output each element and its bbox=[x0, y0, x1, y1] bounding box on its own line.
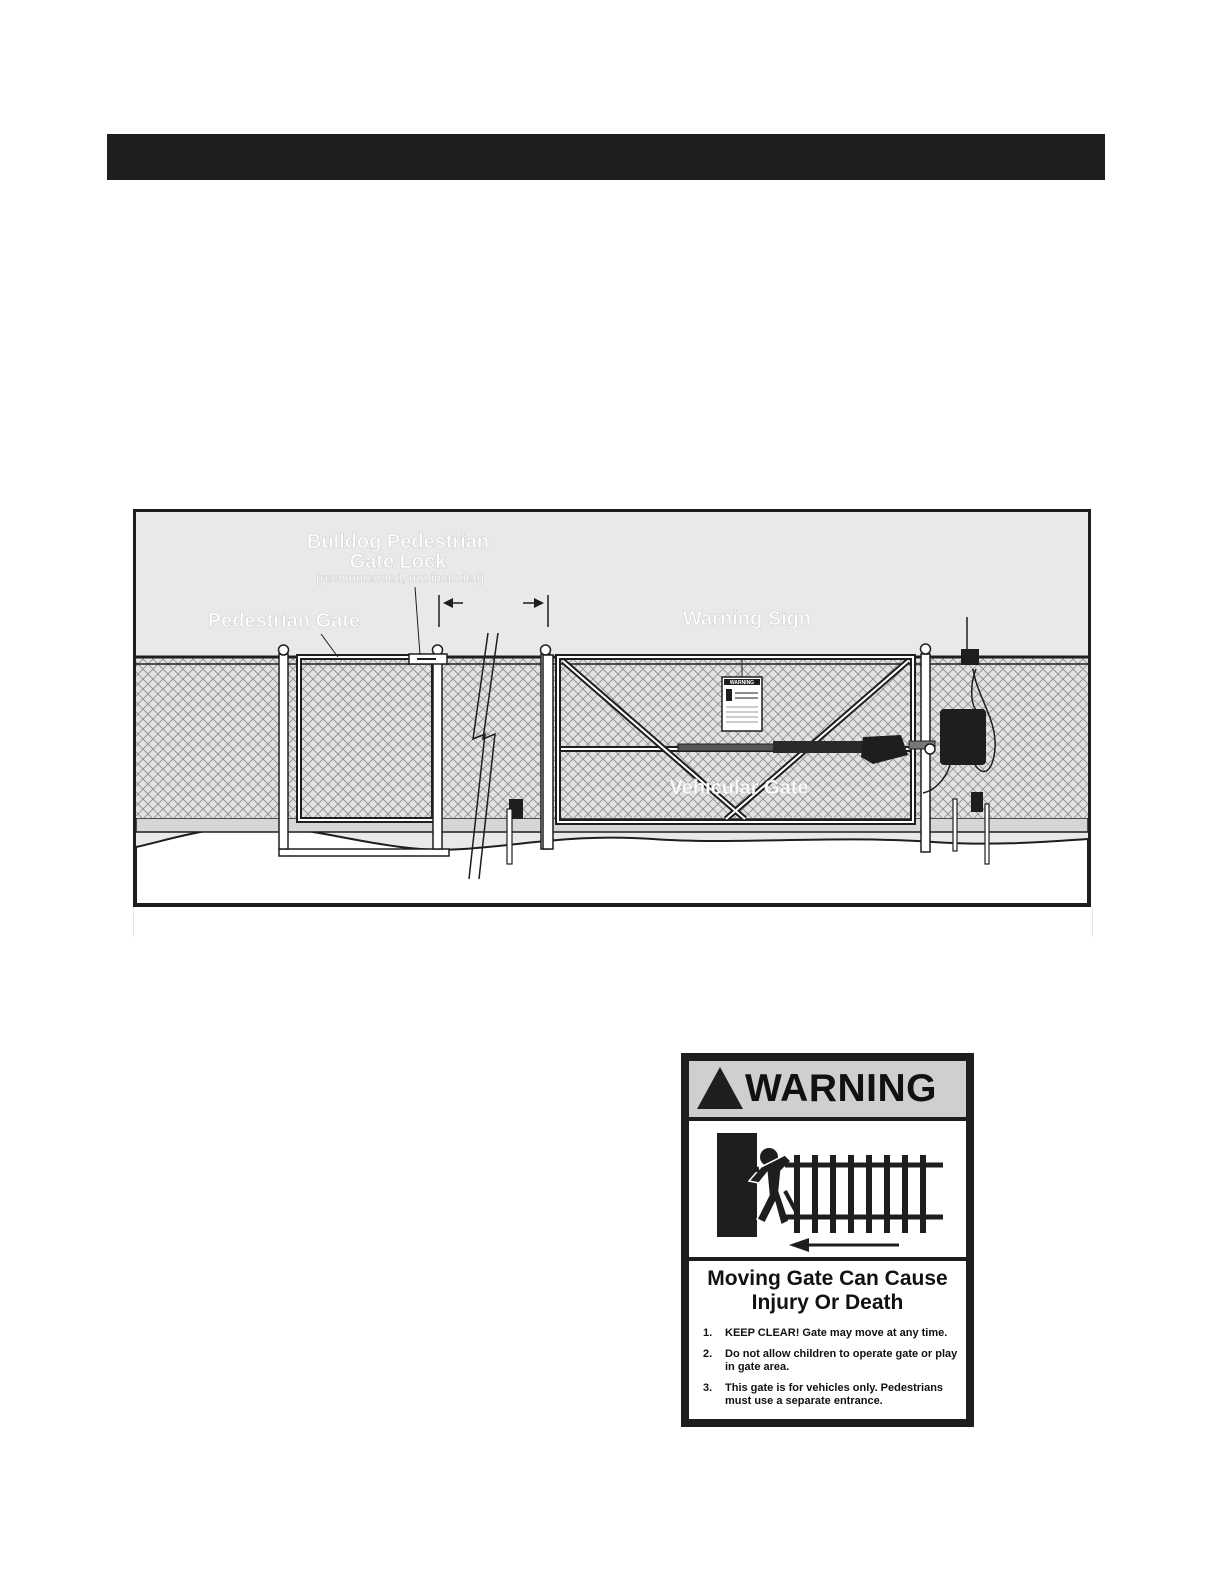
mini-warning-sign-heading: WARNING bbox=[729, 680, 755, 686]
mini-warning-sign bbox=[722, 677, 762, 731]
warning-instructions bbox=[703, 1327, 961, 1416]
section-header-bar bbox=[107, 134, 1105, 180]
list-item-text: Do not allow children to operate gate or play in gate area. bbox=[725, 1348, 958, 1373]
label-pedestrian-gate: Pedestrian Gate bbox=[207, 610, 361, 632]
list-item bbox=[703, 1327, 961, 1340]
warning-title bbox=[689, 1267, 966, 1315]
warning-triangle-icon bbox=[695, 1065, 745, 1111]
list-item-number: 3. bbox=[703, 1382, 713, 1394]
label-lock-line1: Bulldog Pedestrian bbox=[306, 531, 490, 553]
warning-title-line2: Injury Or Death bbox=[751, 1291, 904, 1314]
list-item-text: This gate is for vehicles only. Pedestrians must use a separate entrance. bbox=[725, 1382, 944, 1407]
label-lock-line2: Gate Lock bbox=[349, 551, 447, 573]
label-vehicular-gate: Vehicular Gate bbox=[669, 777, 809, 799]
list-item bbox=[703, 1382, 961, 1408]
list-item-text: KEEP CLEAR! Gate may move at any time. bbox=[725, 1327, 948, 1339]
warning-title-line1: Moving Gate Can Cause bbox=[707, 1267, 948, 1290]
list-item bbox=[703, 1348, 961, 1374]
list-item-number: 2. bbox=[703, 1348, 713, 1360]
gate-installation-figure bbox=[133, 509, 1091, 907]
list-item-number: 1. bbox=[703, 1327, 713, 1339]
person-crushed-by-gate-icon bbox=[689, 1121, 966, 1257]
label-lock-note: (recommended, not included) bbox=[315, 571, 485, 585]
warning-heading: WARNING bbox=[745, 1067, 937, 1110]
warning-pictogram bbox=[689, 1121, 966, 1261]
warning-sign bbox=[681, 1053, 974, 1427]
warning-sign-header bbox=[689, 1061, 966, 1121]
figure-bottom-margin bbox=[133, 907, 1093, 937]
label-warning-sign: Warning Sign bbox=[682, 608, 812, 630]
